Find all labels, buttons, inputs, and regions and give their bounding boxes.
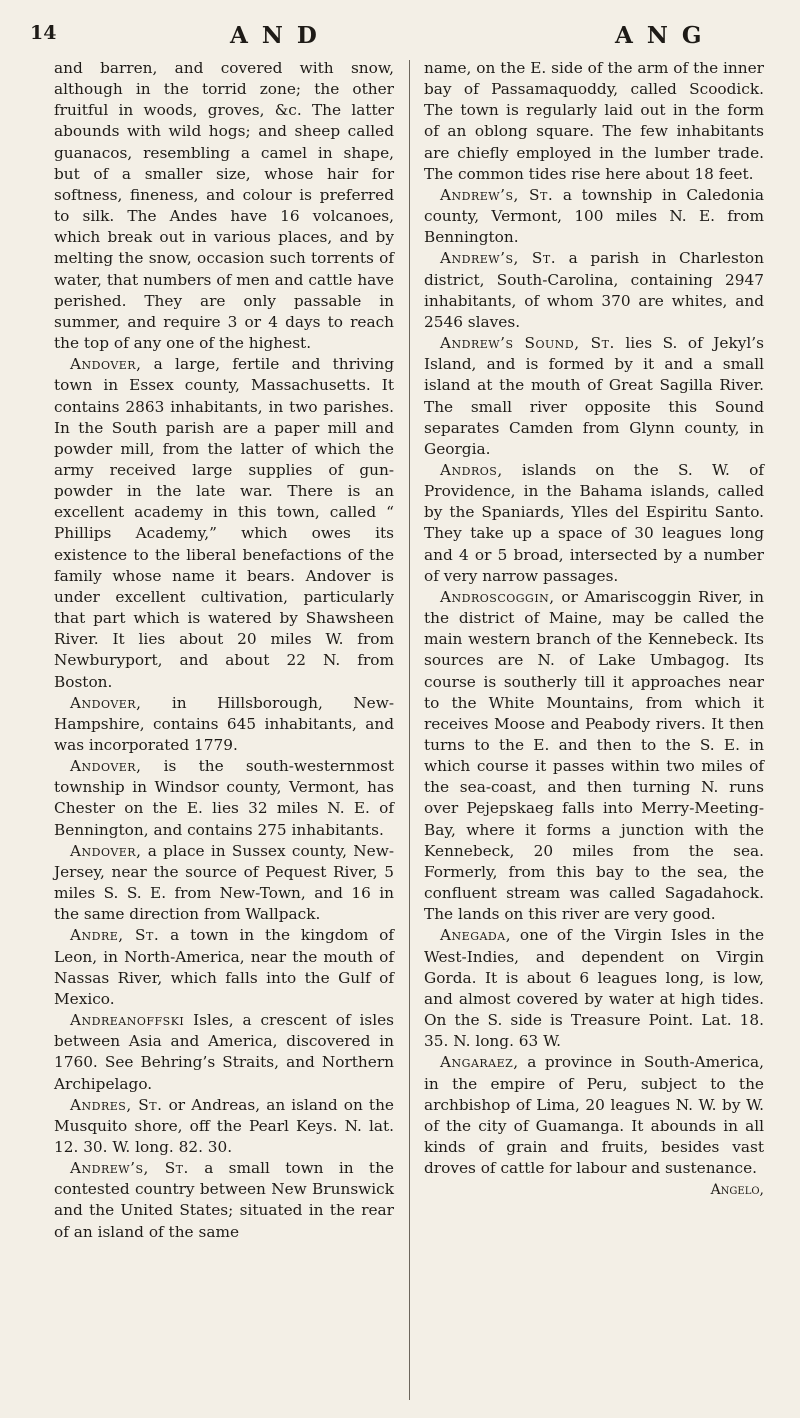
left-column bbox=[54, 58, 394, 1243]
entry-headword: Andrew’s Sound, St. bbox=[440, 334, 615, 353]
entry-headword: Andreanoffski bbox=[70, 1011, 185, 1030]
entry-paragraph: Andres, St. or Andreas, an island on the Musquito shore, off the Pearl Keys. N. lat. 12. 30. W. long. 82. 30. bbox=[54, 1095, 394, 1156]
entry-headword: Andover, bbox=[70, 693, 142, 712]
entry-paragraph: Andrew’s, St. a small town in the contested country between New Brunswick and the United States; situated in the rear of an island of the same bbox=[54, 1159, 394, 1241]
entry-paragraph: Andrew’s Sound, St. lies S. of Jekyl’s Island, and is formed by it and a small island at the mouth of Great Sagilla River. The small river opposite this Sound separates Camden from Glynn county, in Georgia. bbox=[424, 334, 764, 458]
running-head-left: A N D bbox=[230, 22, 320, 49]
entry-paragraph: name, on the E. side of the arm of the inner bay of Passamaquoddy, called Scoodick. The town is regularly laid out in the form of an oblong square. The few inhabitants are chiefly employed in the lumber trade. The common tides rise here about 18 feet. bbox=[424, 59, 764, 183]
column-divider bbox=[409, 60, 410, 1400]
page-header bbox=[0, 22, 800, 52]
running-head-right: A N G bbox=[615, 22, 705, 49]
entry-headword: Angaraez, bbox=[440, 1053, 519, 1072]
entry-paragraph: Andrew’s, St. a township in Caledonia county, Vermont, 100 miles N. E. from Bennington. bbox=[424, 185, 764, 247]
catchword: Angelo, bbox=[710, 1182, 764, 1199]
entry-paragraph: Andover, a place in Sussex county, New-Jersey, near the source of Pequest River, 5 miles S. S. E. from New-Town, and 16 in the same direction from Wallpack. bbox=[54, 841, 394, 924]
entry-headword: Androscoggin, bbox=[440, 587, 555, 606]
entry-paragraph: Andros, islands on the S. W. of Providence, in the Bahama islands, called by the Spaniards, Ylles del Espiritu Santo. They take up a space of 30 leagues long and 4 or 5 broad, intersected by a number of very narrow passages. bbox=[424, 460, 764, 585]
entry-headword: Andres, St. bbox=[70, 1095, 163, 1114]
entry-paragraph: Androscoggin, or Amariscoggin River, in the district of Maine, may be called the main western branch of the Kennebeck. Its sources are N. of Lake Umbagog. Its course is southerly till it approaches near to the White Mountains, from which it receives Moose and Peabody rivers. It then turns to the E. and then to the S. E. in which course it passes within two miles of the sea-coast, and then turning N. runs over Pejepskaeg falls into Merry-Meeting-Bay, where it forms a junction with the Kennebeck, 20 miles from the sea. Formerly, from this bay to the sea, the confluent stream was called Sagadahock. The lands on this river are very good. bbox=[424, 587, 764, 924]
entry-paragraph: and barren, and covered with snow, although in the torrid zone; the other fruitful in woods, groves, &c. The latter abounds with wild hogs; and sheep called guanacos, resembling a camel in shape, but of a smaller size, whose hair for softness, fineness, and colour is preferred to silk. The Andes have 16 volcanoes, which break out in various places, and by melting the snow, occasion such torrents of water, that numbers of men and cattle have perished. They are only passable in summer, and require 3 or 4 days to reach the top of any one of the highest. bbox=[54, 59, 394, 353]
right-column bbox=[424, 58, 764, 1201]
entry-headword: Andrew’s, St. bbox=[440, 185, 554, 204]
entry-headword: Andrew’s, St. bbox=[70, 1159, 189, 1178]
entry-paragraph: Angaraez, a province in South-America, in the empire of Peru, subject to the archbishop of Lima, 20 leagues N. W. by W. of the city of Guamanga. It abounds in all kinds of grain and fruits, besides vast droves of cattle for labour and sustenance. bbox=[424, 1053, 764, 1178]
entry-headword: Andros, bbox=[440, 460, 503, 479]
entry-headword: Andre, St. bbox=[70, 926, 160, 945]
entry-paragraph: Andre, St. a town in the kingdom of Leon, in North-America, near the mouth of Nassas River, which falls into the Gulf of Mexico. bbox=[54, 926, 394, 1008]
entry-paragraph: Andrew’s, St. a parish in Charleston district, South-Carolina, containing 2947 inhabitants, of whom 370 are whites, and 2546 slaves. bbox=[424, 249, 764, 331]
entry-paragraph: Andover, in Hillsborough, New-Hampshire, contains 645 inhabitants, and was incorporated 1779. bbox=[54, 693, 394, 754]
entry-paragraph: Andover, a large, fertile and thriving town in Essex county, Massachusetts. It contains 2863 inhabitants, in two parishes. In the South parish are a paper mill and powder mill, from the latter of which the army received large supplies of gun-powder in the late war. There is an excellent academy in this town, called “ Phillips Academy,” which owes its existence to the liberal benefactions of the family whose name it bears. Andover is under excellent cultivation, particularly that part which is watered by Shawsheen River. It lies about 20 miles W. from Newburyport, and about 22 N. from Boston. bbox=[54, 355, 394, 691]
entry-headword: Anegada, bbox=[440, 926, 512, 945]
entry-paragraph: Andreanoffski Isles, a crescent of isles between Asia and America, discovered in 1760. See Behring’s Straits, and Northern Archipelago. bbox=[54, 1011, 394, 1093]
entry-headword: Andover, bbox=[70, 355, 142, 374]
entry-headword: Andover, bbox=[70, 757, 142, 776]
page-number: 14 bbox=[30, 22, 57, 44]
entry-headword: Andover, bbox=[70, 841, 142, 860]
entry-headword: Andrew’s, St. bbox=[440, 249, 557, 268]
entry-paragraph: Anegada, one of the Virgin Isles in the West-Indies, and dependent on Virgin Gorda. It is about 6 leagues long, is low, and almost covered by water at high tides. On the S. side is Treasure Point. Lat. 18. 35. N. long. 63 W. bbox=[424, 926, 764, 1051]
entry-paragraph: Andover, is the south-westernmost township in Windsor county, Vermont, has Chester on the E. lies 32 miles N. E. of Bennington, and contains 275 inhabitants. bbox=[54, 757, 394, 839]
